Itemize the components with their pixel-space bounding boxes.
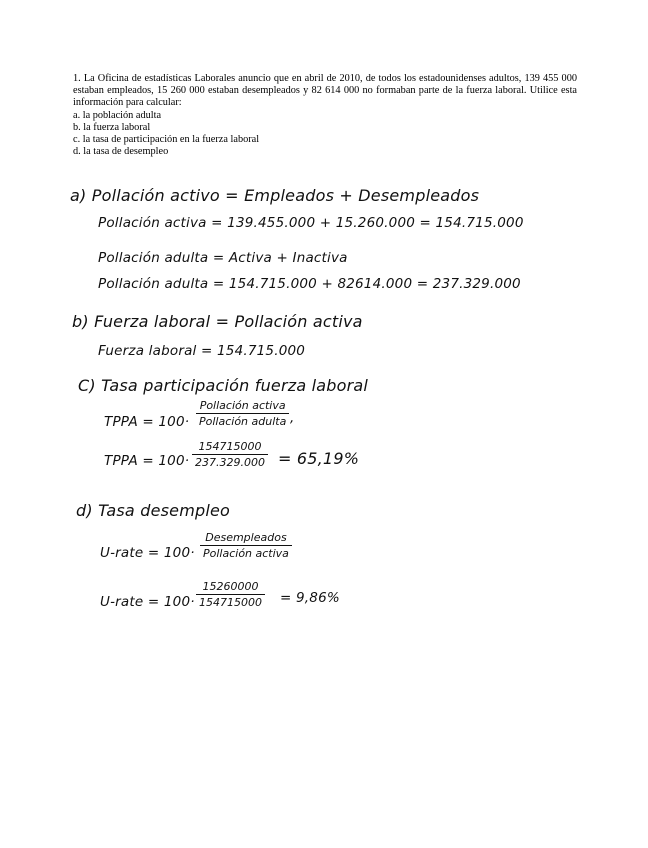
- option-b: b. la fuerza laboral: [73, 121, 151, 133]
- answer-d-calc-label: U-rate = 100·: [100, 594, 195, 610]
- answer-c-result: = 65,19%: [278, 449, 360, 468]
- answer-c-calc-fraction: [192, 440, 268, 469]
- fraction-denominator: 237.329.000: [195, 456, 265, 470]
- problem-text: 1. La Oficina de estadísticas Laborales anuncio que en abril de 2010, de todos los estadounidenses adultos, 139 455 000 estaban empleados, 15 260 000 estaban desempleados y 82 614 000 no formaban parte de la fuerza laboral. Utilice esta información para calcular:: [73, 73, 577, 109]
- answer-d-heading: d) Tasa desempleo: [76, 501, 231, 520]
- problem-statement: [73, 73, 577, 158]
- answer-a-heading: a) Pollación activo = Empleados + Desempleados: [70, 186, 480, 205]
- fraction-numerator: Pollación activa: [199, 399, 286, 412]
- fraction-bar: [196, 594, 265, 595]
- answer-a-line3: Pollación adulta = 154.715.000 + 82614.000 = 237.329.000: [98, 276, 521, 292]
- fraction-bar: [196, 413, 289, 414]
- answer-c-heading: C) Tasa participación fuerza laboral: [78, 376, 369, 395]
- fraction-numerator: 15260000: [202, 580, 259, 593]
- answer-c-calc-label: TPPA = 100·: [104, 453, 190, 469]
- answer-d-formula-label: U-rate = 100·: [100, 545, 195, 561]
- answer-c-formula-label: TPPA = 100·: [104, 414, 190, 430]
- fraction-numerator: 154715000: [198, 440, 262, 453]
- fraction-denominator: 154715000: [199, 596, 262, 610]
- fraction-numerator: Desempleados: [205, 531, 287, 544]
- answer-b-heading: b) Fuerza laboral = Pollación activa: [72, 312, 363, 331]
- answer-a-line1: Pollación activa = 139.455.000 + 15.260.000 = 154.715.000: [98, 215, 524, 231]
- fraction-denominator: Pollación adulta: [199, 415, 287, 429]
- answer-b-line1: Fuerza laboral = 154.715.000: [98, 343, 306, 359]
- option-d: d. la tasa de desempleo: [73, 146, 169, 158]
- fraction-denominator: Pollación activa: [203, 547, 289, 561]
- answer-a-line2: Pollación adulta = Activa + Inactiva: [98, 250, 348, 266]
- answer-d-result: = 9,86%: [280, 590, 340, 606]
- answer-c-formula-fraction: [196, 399, 289, 428]
- answer-c-formula-comma: ,: [290, 410, 295, 426]
- option-c: c. la tasa de participación en la fuerza laboral: [73, 134, 260, 146]
- fraction-bar: [192, 454, 268, 455]
- answer-d-calc-fraction: [196, 580, 265, 609]
- fraction-bar: [200, 545, 292, 546]
- option-a: a. la población adulta: [73, 109, 162, 121]
- answer-d-formula-fraction: [200, 531, 292, 560]
